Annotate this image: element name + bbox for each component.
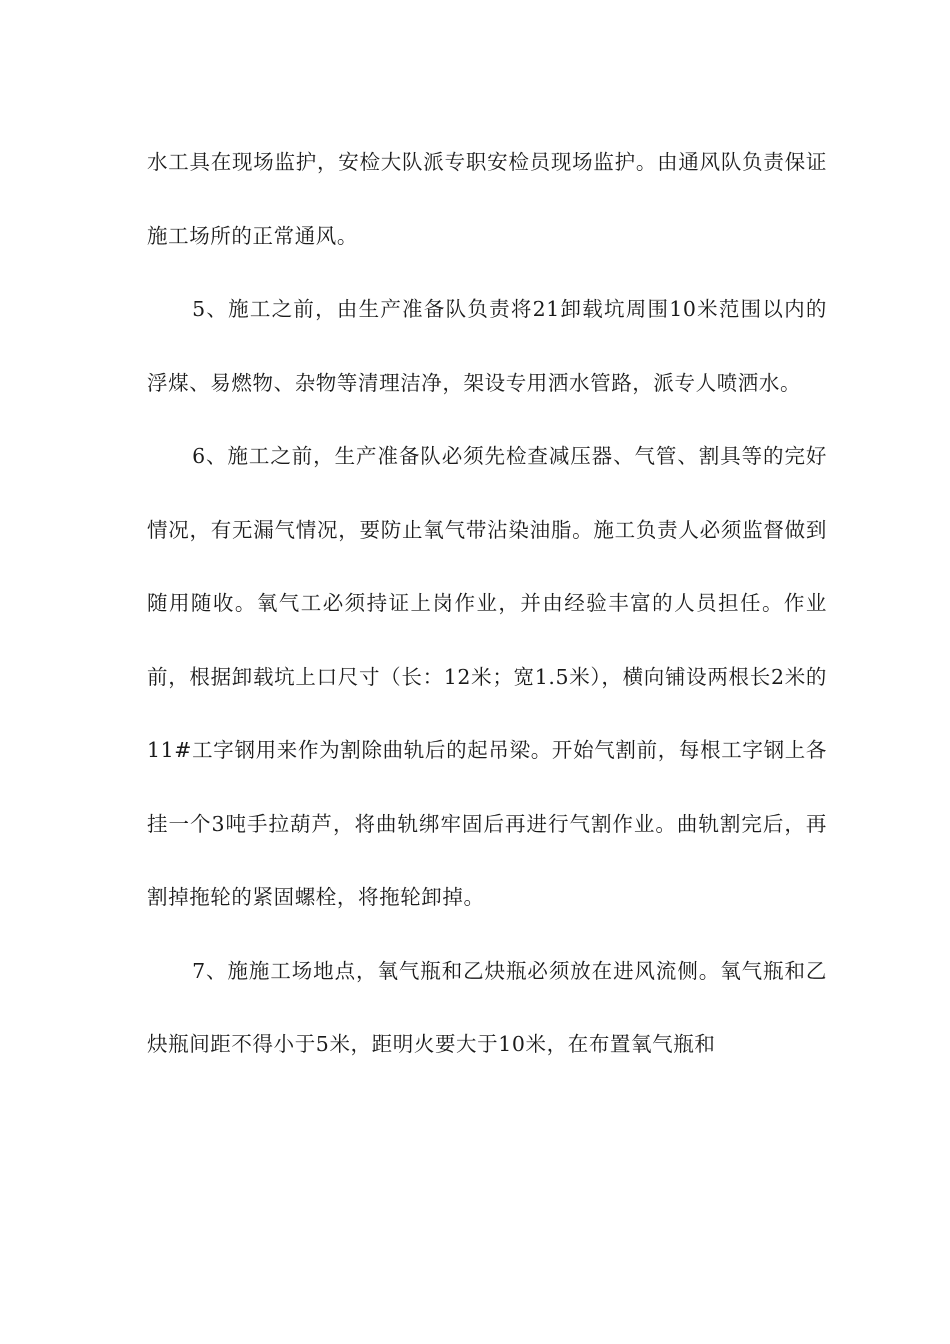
- paragraph-item-7: 7、施施工场地点，氧气瓶和乙炔瓶必须放在进风流侧。氧气瓶和乙炔瓶间距不得小于5米，距明火要大于10米，在布置氧气瓶和: [147, 958, 827, 1056]
- paragraph-item-6: 6、施工之前，生产准备队必须先检查减压器、气管、割具等的完好情况，有无漏气情况，要防止氧气带沾染油脂。施工负责人必须监督做到随用随收。氧气工必须持证上岗作业，并由经验丰富的人员担任。作业前，根据卸载坑上口尺寸（长：12米；宽1.5米），横向铺设两根长2米的11#工字钢用来作为割除曲轨后的起吊梁。开始气割前，每根工字钢上各挂一个3吨手拉葫芦，将曲轨绑牢固后再进行气割作业。曲轨割完后，再割掉拖轮的紧固螺栓，将拖轮卸掉。: [147, 444, 827, 909]
- document-body: [147, 126, 827, 1082]
- paragraph-item-5: 5、施工之前，由生产准备队负责将21卸载坑周围10米范围以内的浮煤、易燃物、杂物等清理洁净，架设专用洒水管路，派专人喷洒水。: [147, 297, 827, 395]
- paragraph-continuation: 水工具在现场监护，安检大队派专职安检员现场监护。由通风队负责保证施工场所的正常通风。: [147, 150, 827, 248]
